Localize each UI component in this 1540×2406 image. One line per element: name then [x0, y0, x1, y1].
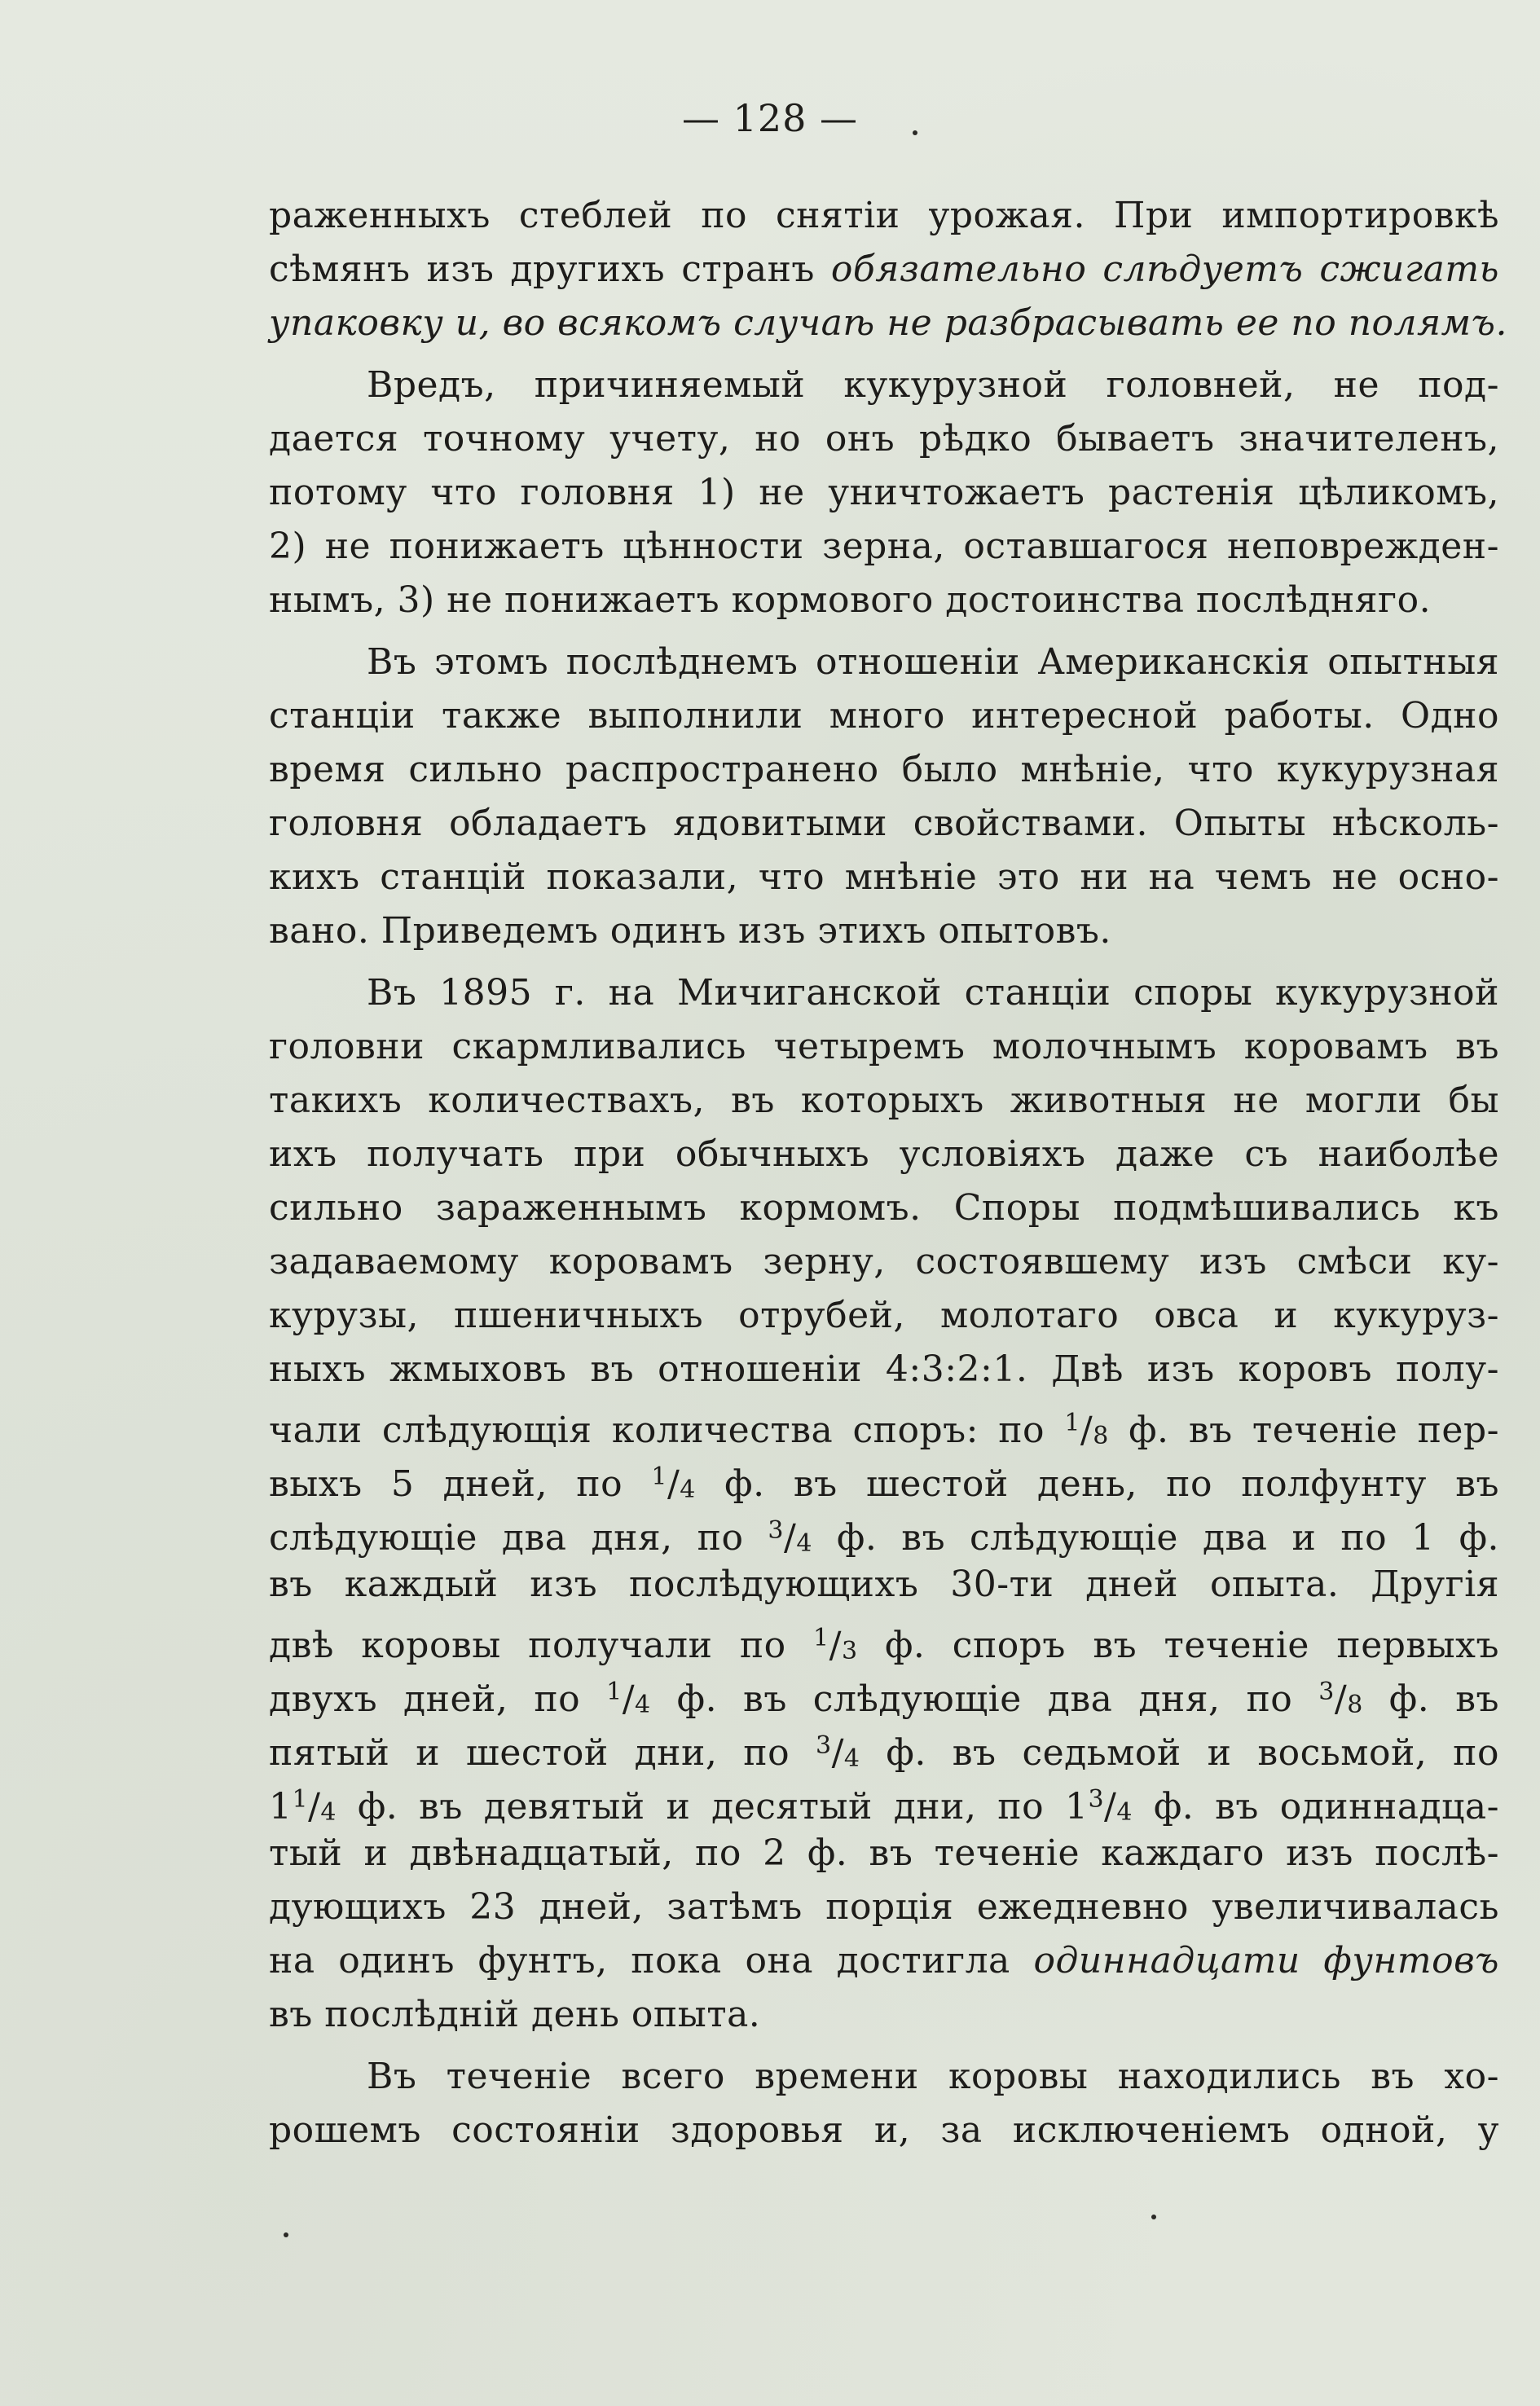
paragraph-gap [269, 627, 1499, 636]
text-line [269, 1612, 1499, 1665]
fraction-slash: / [831, 1732, 844, 1774]
fraction-slash: / [829, 1625, 842, 1666]
fraction-slash: / [667, 1463, 680, 1505]
print-speck [1151, 2215, 1156, 2219]
fraction-numerator: 3 [815, 1731, 832, 1760]
text-line [269, 2050, 1499, 2104]
line-text: Вредъ, причиняемый кукурузной головней, не под- [367, 364, 1499, 406]
print-speck [913, 130, 917, 135]
text-line [269, 412, 1499, 466]
line-text: вано. Приведемъ одинъ изъ этихъ опытовъ. [269, 910, 1111, 952]
line-text: такихъ количествахъ, въ которыхъ животныя не могли бы [269, 1080, 1499, 1121]
text-line [269, 1558, 1499, 1612]
line-text: головня обладаетъ ядовитыми свойствами. Опыты нѣсколь- [269, 803, 1499, 844]
line-text: ф. въ шестой день, по полфунту въ [695, 1463, 1499, 1505]
text-line [269, 1665, 1499, 1719]
fraction-slash: / [1104, 1786, 1117, 1828]
line-text: сѣмянъ изъ другихъ странъ [269, 249, 831, 290]
fraction-denominator: 4 [796, 1529, 812, 1558]
line-text: нымъ, 3) не понижаетъ кормового достоинства послѣдняго. [269, 579, 1432, 621]
text-line [269, 1934, 1499, 1988]
line-text: дается точному учету, но онъ рѣдко бываетъ значителенъ, [269, 418, 1499, 460]
line-text: сильно зараженнымъ кормомъ. Споры подмѣшивались къ [269, 1187, 1499, 1229]
line-text: ф. въ слѣдующіе два дня, по [650, 1678, 1319, 1720]
paragraph-gap [269, 2042, 1499, 2050]
fraction-denominator: 4 [843, 1744, 860, 1773]
text-line [269, 851, 1499, 904]
line-text: Въ этомъ послѣднемъ отношеніи Американскія опытныя [367, 641, 1499, 683]
italic-text: обязательно слѣдуетъ сжигать [830, 249, 1499, 290]
line-text: на одинъ фунтъ, пока она достигла [269, 1940, 1034, 1982]
text-line [269, 1128, 1499, 1181]
fraction-denominator: 8 [1347, 1691, 1363, 1719]
paragraph-gap [269, 958, 1499, 966]
text-line [269, 1397, 1499, 1450]
line-text: раженныхъ стеблей по снятіи урожая. При импортировкѣ [269, 195, 1499, 236]
fraction-numerator: 3 [1318, 1678, 1335, 1706]
text-line [269, 1074, 1499, 1128]
line-text: ф. споръ въ теченіе первыхъ [857, 1625, 1499, 1666]
fraction-numerator: 1 [651, 1463, 667, 1491]
text-line [269, 1235, 1499, 1289]
fraction-slash: / [308, 1786, 321, 1828]
line-text: кихъ станцій показали, что мнѣніе это ни на чемъ не осно- [269, 856, 1499, 898]
line-text: въ каждый изъ послѣдующихъ 30-ти дней опыта. Другія [269, 1564, 1499, 1605]
text-line [269, 574, 1499, 627]
line-text: рошемъ состояніи здоровья и, за исключеніемъ одной, у [269, 2109, 1499, 2151]
line-text: чали слѣдующія количества споръ: по [269, 1410, 1065, 1451]
body-text [269, 189, 1507, 2157]
fraction-denominator: 4 [680, 1476, 696, 1504]
line-text: задаваемому коровамъ зерну, состоявшему изъ смѣси ку- [269, 1241, 1499, 1282]
fraction-denominator: 4 [320, 1798, 337, 1827]
fraction-numerator: 1 [606, 1678, 623, 1706]
paragraph-gap [269, 350, 1499, 358]
text-line [269, 689, 1499, 743]
line-text: дующихъ 23 дней, затѣмъ порція ежедневно увеличивалась [269, 1886, 1499, 1928]
print-speck [284, 2232, 288, 2237]
fraction-numerator: 1 [292, 1785, 309, 1814]
fraction-slash: / [1334, 1678, 1348, 1720]
fraction-slash: / [1080, 1410, 1093, 1451]
text-line [269, 520, 1499, 574]
text-line [269, 966, 1499, 1020]
text-line [269, 1988, 1499, 2042]
line-text: пятый и шестой дни, по [269, 1732, 816, 1774]
line-text: ихъ получать при обычныхъ условіяхъ даже съ наиболѣе [269, 1133, 1499, 1175]
text-line [269, 1880, 1499, 1934]
fraction-numerator: 3 [1088, 1785, 1105, 1814]
text-line [269, 1773, 1499, 1827]
line-text: время сильно распространено было мнѣніе, что кукурузная [269, 749, 1499, 790]
text-line [269, 636, 1499, 689]
line-text: двѣ коровы получали по [269, 1625, 814, 1666]
text-line [269, 189, 1499, 243]
line-text: потому что головня 1) не уничтожаетъ растенія цѣликомъ, [269, 472, 1499, 513]
fraction-slash: / [622, 1678, 636, 1720]
italic-text: одиннадцати фунтовъ [1033, 1940, 1499, 1982]
fraction-numerator: 1 [1064, 1409, 1080, 1437]
fraction-denominator: 4 [1116, 1798, 1133, 1827]
line-text: ныхъ жмыховъ въ отношеніи 4:3:2:1. Двѣ изъ коровъ полу- [269, 1348, 1499, 1390]
text-line [269, 904, 1499, 958]
line-text: головни скармливались четыремъ молочнымъ коровамъ въ [269, 1026, 1499, 1067]
text-line [269, 2104, 1499, 2157]
fraction-numerator: 3 [768, 1516, 784, 1545]
text-line [269, 1343, 1499, 1397]
line-text: ф. въ слѣдующіе два и по 1 ф. [812, 1517, 1499, 1559]
page-number: — 128 — [681, 96, 859, 140]
fraction-denominator: 4 [635, 1691, 651, 1719]
text-line [269, 243, 1499, 297]
line-text: 1 [269, 1786, 293, 1828]
line-text: станціи также выполнили много интересной работы. Одно [269, 695, 1499, 737]
line-text: ф. въ седьмой и восьмой, по [860, 1732, 1499, 1774]
line-text: ф. въ [1362, 1678, 1499, 1720]
line-text: двухъ дней, по [269, 1678, 607, 1720]
fraction-denominator: 8 [1093, 1422, 1109, 1450]
text-line [269, 1181, 1499, 1235]
line-text: ф. въ одиннадца- [1132, 1786, 1499, 1828]
text-line [269, 1450, 1499, 1504]
text-line [269, 1020, 1499, 1074]
text-line [269, 1827, 1499, 1880]
line-text: ф. въ девятый и десятый дни, по 1 [337, 1786, 1089, 1828]
line-text: слѣдующіе два дня, по [269, 1517, 768, 1559]
line-text: Въ 1895 г. на Мичиганской станціи споры кукурузной [367, 972, 1499, 1014]
line-text: курузы, пшеничныхъ отрубей, молотаго овса и кукуруз- [269, 1295, 1499, 1336]
line-text: ф. въ теченіе пер- [1108, 1410, 1499, 1451]
fraction-slash: / [784, 1517, 797, 1559]
text-line [269, 1504, 1499, 1558]
fraction-denominator: 3 [841, 1637, 858, 1665]
text-line [269, 1719, 1499, 1773]
line-text: тый и двѣнадцатый, по 2 ф. въ теченіе каждаго изъ послѣ- [269, 1832, 1499, 1874]
line-text: выхъ 5 дней, по [269, 1463, 652, 1505]
text-line [269, 358, 1499, 412]
fraction-numerator: 1 [813, 1624, 829, 1652]
line-text: въ послѣдній день опыта. [269, 1994, 761, 2035]
text-line [269, 1289, 1499, 1343]
text-line [269, 466, 1499, 520]
line-text: 2) не понижаетъ цѣнности зерна, оставшагося неповрежден- [269, 526, 1499, 567]
text-line [269, 297, 1507, 350]
italic-text: упаковку и, во всякомъ случаѣ не разбрасывать ее по полямъ. [269, 302, 1507, 344]
text-line [269, 797, 1499, 851]
text-line [269, 743, 1499, 797]
line-text: Въ теченіе всего времени коровы находились въ хо- [367, 2056, 1499, 2097]
